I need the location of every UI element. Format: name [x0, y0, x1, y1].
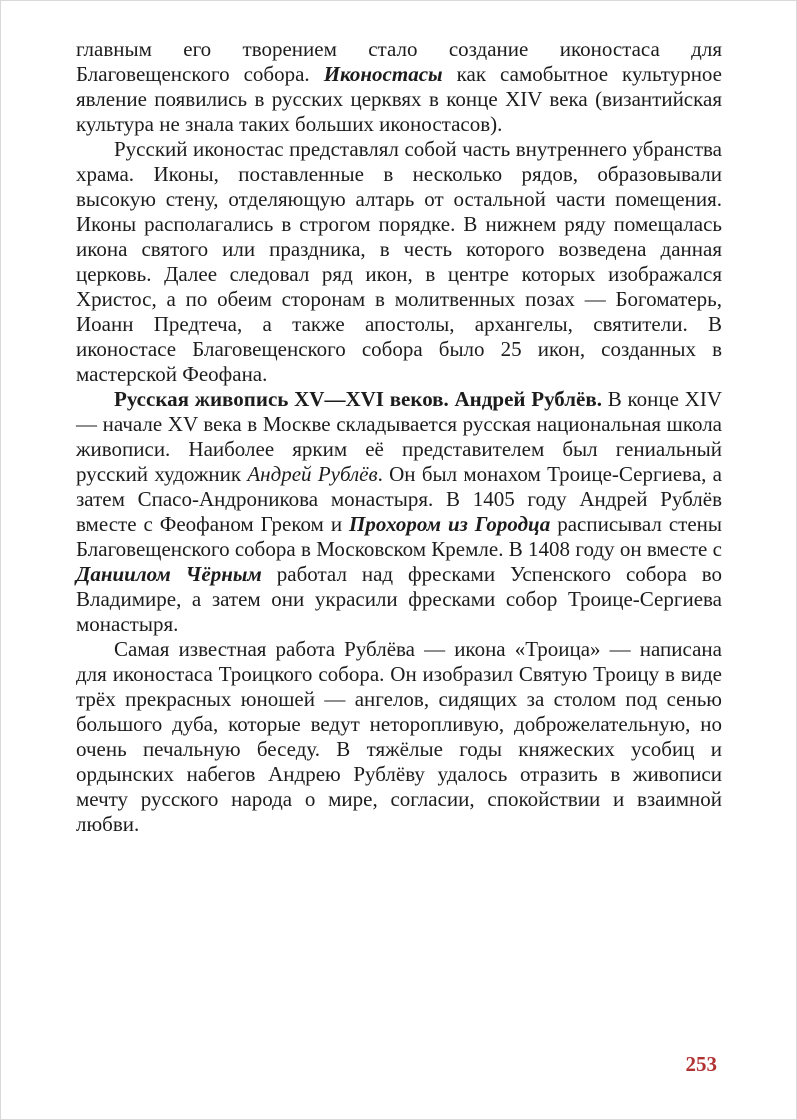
- text-run: Прохором из Городца: [349, 512, 551, 536]
- text-run: . Он был монахом Троице-Сергиева, а затем Спасо-Андроникова монастыря. В 1405 году Андрей Рублёв вместе с Феофаном Греком и: [76, 462, 722, 536]
- text-run: Самая известная работа Рублёва — икона «Троица» — написана для иконостаса Троицкого собора. Он изобразил Святую Троицу в виде трёх прекрасных юношей — ангелов, сидящих за столом под сенью большого дуба, которые ведут неторопливую, доброжелательную, но очень печальную беседу. В тяжёлые годы княжеских усобиц и ордынских набегов Андрею Рублёву удалось отразить в живописи мечту русского народа о мире, согласии, спокойствии и взаимной любви.: [76, 637, 722, 836]
- text-run: Даниилом Чёрным: [76, 562, 262, 586]
- page-number: 253: [685, 1052, 717, 1076]
- paragraph: [76, 37, 722, 137]
- text-run: Иконостасы: [323, 62, 443, 86]
- text-run: Андрей Рублёв: [247, 462, 378, 486]
- text-run: В конце XIV — начале XV века в Москве складывается русская национальная школа живописи. Наиболее ярким её представителем был гениальный русский художник: [76, 387, 723, 486]
- text-block: [76, 37, 722, 837]
- text-run: Русская живопись XV—XVI веков. Андрей Рублёв.: [114, 387, 602, 411]
- text-run: Русский иконостас представлял собой часть внутреннего убранства храма. Иконы, поставленные в несколько рядов, образовывали высокую стену, отделяющую алтарь от остальной части помещения. Иконы располагались в строгом порядке. В нижнем ряду помещалась икона святого или праздника, в честь которого возведена данная церковь. Далее следовал ряд икон, в центре которых изображался Христос, а по обеим сторонам в молитвенных позах — Богоматерь, Иоанн Предтеча, а также апостолы, архангелы, святители. В иконостасе Благовещенского собора было 25 икон, созданных в мастерской Феофана.: [76, 137, 722, 386]
- text-run: работал над фресками Успенского собора во Владимире, а затем они украсили фресками собор Троице-Сергиева монастыря.: [76, 562, 722, 636]
- paragraph: [76, 387, 722, 637]
- text-run: как самобытное культурное явление появились в русских церквях в конце XIV века (византийская культура не знала таких больших иконостасов).: [76, 62, 723, 136]
- paragraph: [76, 637, 722, 837]
- text-run: главным его творением стало создание иконостаса для Благовещенского собора.: [76, 37, 722, 86]
- paragraph: [76, 137, 722, 387]
- text-run: расписывал стены Благовещенского собора в Московском Кремле. В 1408 году он вместе с: [76, 512, 722, 561]
